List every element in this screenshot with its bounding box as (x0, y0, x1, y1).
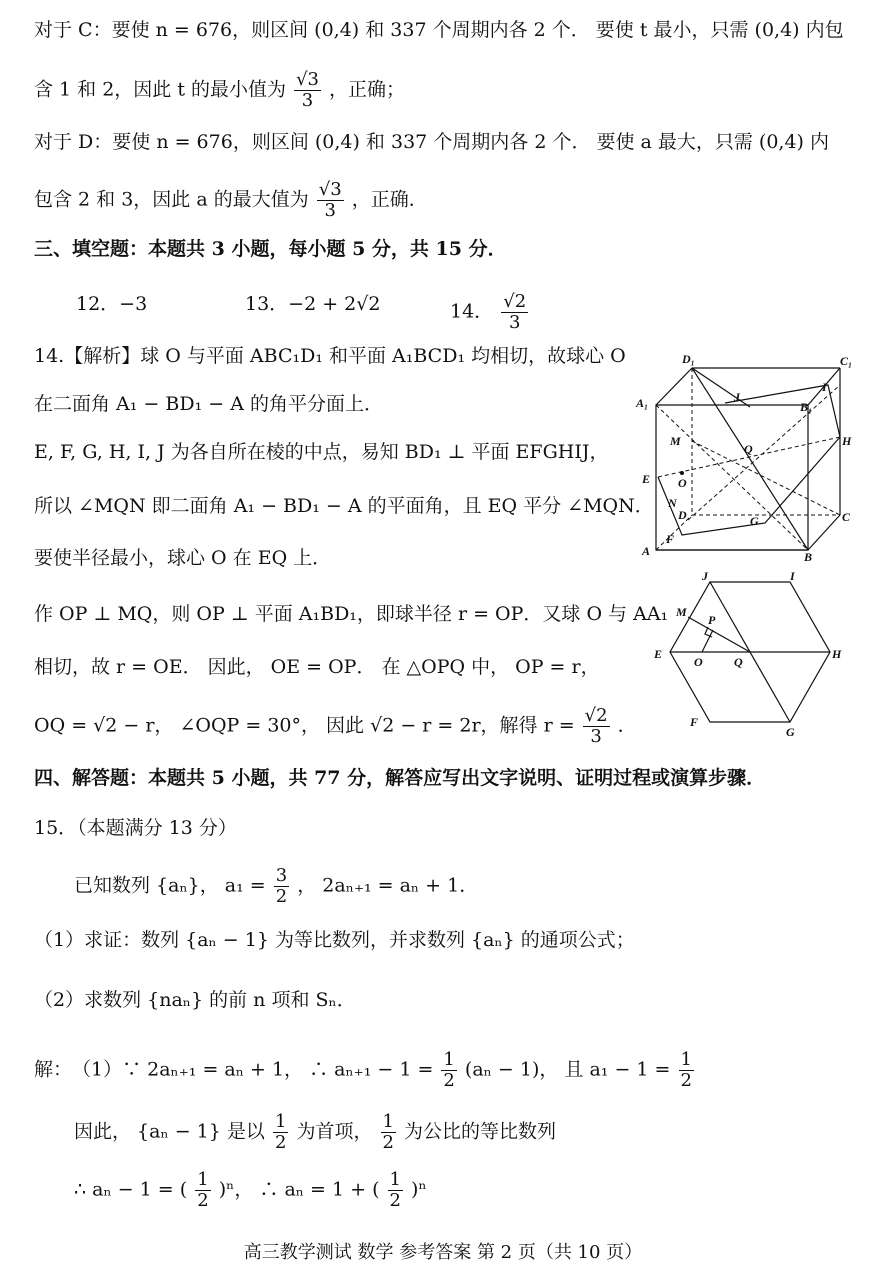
label-a1: A₁ (636, 396, 649, 410)
label-o: O (678, 476, 687, 490)
line-d1: 对于 D：要使 n = 676，则区间 (0,4) 和 337 个周期内各 2 个． 要使 a 最大，只需 (0,4) 内 (34, 131, 830, 153)
fraction-sqrt3-over-3 (317, 180, 344, 221)
edge-b-c (808, 515, 840, 550)
denominator: 2 (443, 1070, 455, 1091)
label-o: O (694, 655, 703, 669)
analysis-line-1: 14.【解析】球 O 与平面 ABC₁D₁ 和平面 A₁BCD₁ 均相切，故球心 O (34, 345, 626, 367)
label-e: E (642, 472, 651, 486)
numerator: 1 (389, 1169, 401, 1190)
label-e: E (654, 647, 663, 661)
analysis-line-3: E, F, G, H, I, J 为各自所在棱的中点，易知 BD₁ ⊥ 平面 EFGHIJ， (34, 441, 609, 463)
label-d1: D₁ (682, 352, 695, 366)
answer-13: 13．−2 + 2√2 (245, 293, 381, 315)
section-4-heading: 四、解答题：本题共 5 小题，共 77 分，解答应写出文字说明、证明过程或演算步骤． (34, 767, 766, 789)
label-j: J (734, 390, 740, 404)
text: ∴ aₙ − 1 = ( (74, 1178, 188, 1201)
label-h: H (842, 434, 852, 448)
numerator: 1 (382, 1111, 394, 1132)
label-i: I (790, 570, 795, 583)
cube-figure (630, 345, 860, 565)
analysis-line-6: 作 OP ⊥ MQ，则 OP ⊥ 平面 A₁BD₁，即球半径 r = OP．又球 O 与 AA₁ (34, 603, 669, 625)
label-j: J (702, 570, 708, 583)
solution-line-3 (74, 1170, 427, 1211)
edge-a1-d1 (656, 368, 692, 405)
label-f: F (666, 532, 675, 546)
hexagon-lines (670, 582, 830, 722)
analysis-line-8 (34, 706, 637, 747)
text: 为首项， (296, 1120, 373, 1143)
label-m: M (676, 605, 687, 619)
point-o (680, 471, 684, 475)
numerator: 3 (275, 865, 288, 886)
text: ． (617, 714, 637, 737)
fraction-sqrt2-over-3 (583, 706, 610, 747)
fraction-1-over-2 (273, 1112, 288, 1153)
text: 已知数列 {aₙ}， a₁ = (74, 874, 266, 897)
label-p: P (708, 613, 716, 627)
denominator: 2 (680, 1070, 692, 1091)
denominator: 2 (275, 886, 288, 907)
numerator: √2 (503, 291, 527, 312)
problem-15-title: 15．（本题满分 13 分） (34, 817, 237, 839)
numerator: √2 (584, 705, 608, 726)
line-c2 (34, 70, 405, 111)
label-m: M (670, 434, 681, 448)
analysis-line-4: 所以 ∠MQN 即二面角 A₁ − BD₁ − A 的平面角，且 EQ 平分 ∠MQN． (34, 495, 654, 517)
analysis-line-2: 在二面角 A₁ − BD₁ − A 的角平分面上． (34, 393, 383, 415)
cube-hidden-edges (656, 368, 840, 550)
label-i: I (822, 380, 827, 394)
problem-15-given (74, 866, 478, 907)
text: 为公比的等比数列 (404, 1120, 557, 1143)
problem-15-part-2: （2）求数列 {naₙ} 的前 n 项和 Sₙ． (34, 989, 356, 1011)
label-b1: B₁ (800, 400, 813, 414)
denominator: 2 (382, 1132, 394, 1153)
section-3-heading: 三、填空题：本题共 3 小题，每小题 5 分，共 15 分． (34, 238, 507, 260)
label-q: Q (744, 442, 753, 456)
numerator: 1 (443, 1049, 455, 1070)
denominator: 3 (508, 312, 521, 333)
denominator: 3 (301, 90, 314, 111)
label-q: Q (734, 655, 743, 669)
page-footer: 高三教学测试 数学 参考答案 第 2 页（共 10 页） (243, 1242, 643, 1263)
text: OQ = √2 − r， ∠OQP = 30°， 因此 √2 − r = 2r，解得 r = (34, 714, 575, 737)
label-h: H (832, 647, 842, 661)
denominator: 2 (274, 1132, 287, 1153)
numerator: 1 (680, 1049, 692, 1070)
answer-14 (450, 292, 530, 333)
label-f: F (690, 715, 699, 729)
analysis-line-7: 相切，故 r = OE． 因此， OE = OP． 在 △OPQ 中， OP = r， (34, 656, 600, 678)
fraction-sqrt2-over-3 (501, 292, 528, 333)
line-d2 (34, 180, 428, 221)
label-g: G (750, 514, 759, 528)
denominator: 2 (197, 1190, 209, 1211)
numerator: √3 (296, 69, 319, 90)
answer-12: 12．−3 (76, 293, 148, 315)
line-m-q (688, 617, 750, 652)
denominator: 2 (389, 1190, 401, 1211)
fraction-1-over-2 (381, 1112, 396, 1153)
line-d1-j (692, 368, 750, 407)
text: 14． (450, 300, 494, 323)
text: ，正确． (351, 188, 428, 211)
text: (aₙ − 1)， 且 a₁ − 1 = (464, 1058, 671, 1081)
label-n: N (668, 496, 677, 510)
fraction-1-over-2 (195, 1170, 210, 1211)
numerator: 1 (274, 1111, 287, 1132)
text: 含 1 和 2，因此 t 的最小值为 (34, 78, 287, 101)
text: )ⁿ (411, 1178, 427, 1201)
fraction-1-over-2 (388, 1170, 403, 1211)
denominator: 3 (324, 200, 336, 221)
label-c1: C₁ (840, 354, 853, 368)
text: 解： （1）∵ 2aₙ₊₁ = aₙ + 1， ∴ aₙ₊₁ − 1 = (34, 1058, 434, 1081)
label-c: C (842, 510, 851, 524)
label-a: A (642, 544, 651, 558)
solution-line-1 (34, 1050, 696, 1091)
label-g: G (786, 725, 795, 739)
label-b: B (804, 550, 813, 564)
hexagon-figure (650, 570, 850, 740)
fraction-sqrt3-over-3 (294, 70, 321, 111)
fraction-1-over-2 (679, 1050, 694, 1091)
line-m-c (692, 441, 840, 515)
text: 包含 2 和 3，因此 a 的最大值为 (34, 188, 309, 211)
text: ， 2aₙ₊₁ = aₙ + 1． (297, 874, 479, 897)
problem-15-part-1: （1）求证：数列 {aₙ − 1} 为等比数列，并求数列 {aₙ} 的通项公式； (34, 929, 635, 951)
numerator: √3 (318, 179, 342, 200)
label-d: D (678, 508, 687, 522)
text: )ⁿ， ∴ aₙ = 1 + ( (218, 1178, 380, 1201)
analysis-line-5: 要使半径最小，球心 O 在 EQ 上． (34, 547, 332, 569)
text: ，正确； (329, 78, 406, 101)
denominator: 3 (590, 726, 602, 747)
text: 因此， {aₙ − 1} 是以 (74, 1120, 265, 1143)
line-o-p (702, 630, 713, 652)
fraction-1-over-2 (441, 1050, 456, 1091)
numerator: 1 (197, 1169, 209, 1190)
fraction-3-over-2 (274, 866, 289, 907)
solution-line-2 (74, 1112, 556, 1153)
line-c1: 对于 C：要使 n = 676，则区间 (0,4) 和 337 个周期内各 2 个． 要使 t 最小，只需 (0,4) 内包 (34, 19, 844, 41)
